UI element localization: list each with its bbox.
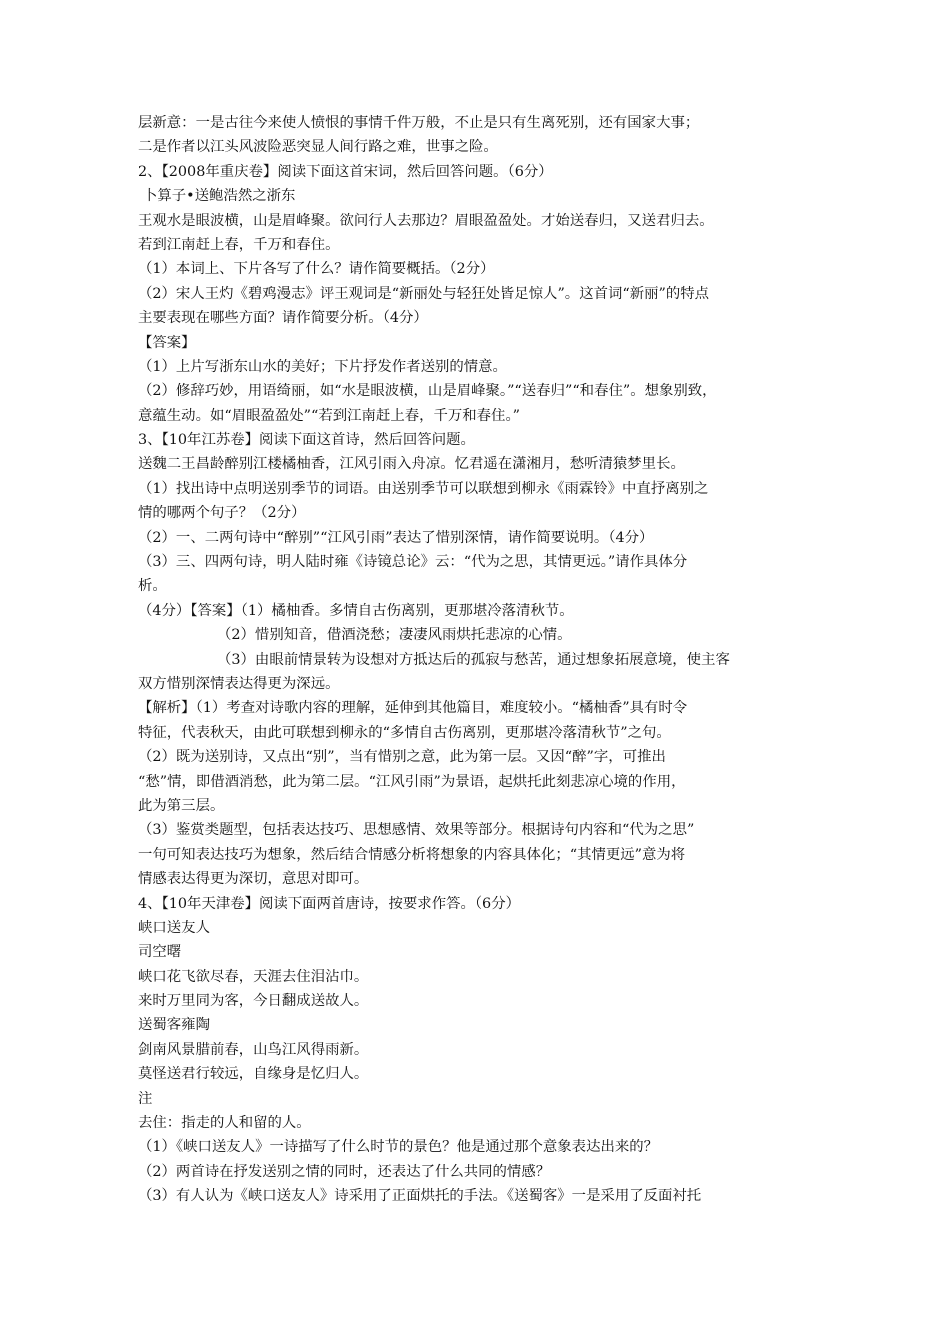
text-line: 析。	[138, 578, 167, 595]
text-line: （4分）【答案】（1）橘柚香。多情自古伤离别，更那堪冷落清秋节。	[138, 602, 574, 619]
text-line: 3、【10年江苏卷】阅读下面这首诗，然后回答问题。	[138, 432, 475, 449]
text-line: 来时万里同为客，今日翻成送故人。	[138, 993, 369, 1010]
text-line: （2）一、二两句诗中“醉别”“江风引雨”表达了惜别深情，请作简要说明。（4分）	[138, 529, 654, 546]
text-line: 莫怪送君行较远，自缘身是忆归人。	[138, 1066, 369, 1083]
text-line: 峡口花飞欲尽春，天涯去住泪沾巾。	[138, 968, 369, 985]
text-line: 送蜀客雍陶	[138, 1017, 210, 1034]
text-line: （1）找出诗中点明送别季节的词语。由送别季节可以联想到柳永《雨霖铃》中直抒离别之	[138, 480, 709, 497]
text-line: 送魏二王昌龄醉别江楼橘柚香，江风引雨入舟凉。忆君遥在潇湘月，愁听清猿梦里长。	[138, 456, 685, 473]
text-line: 剑南风景腊前春，山鸟江风得雨新。	[138, 1041, 369, 1058]
text-line: 特征，代表秋天，由此可联想到柳永的“多情自古伤离别，更那堪冷落清秋节”之句。	[138, 724, 671, 741]
text-line: （2）既为送别诗，又点出“别”，当有惜别之意，此为第一层。又因“醉”字，可推出	[138, 749, 666, 766]
text-line: 卜算子•送鲍浩然之浙东	[143, 188, 296, 205]
text-line: 情感表达得更为深切，意思对即可。	[138, 871, 369, 888]
text-line: 去住：指走的人和留的人。	[138, 1115, 311, 1132]
text-line: （1）《峡口送友人》一诗描写了什么时节的景色？他是通过那个意象表达出来的？	[138, 1139, 659, 1156]
text-line: 双方惜别深情表达得更为深远。	[138, 675, 340, 692]
text-line: 峡口送友人	[138, 919, 210, 936]
text-line: 若到江南赶上春，千万和春住。	[138, 236, 340, 253]
text-line: 主要表现在哪些方面？请作简要分析。（4分）	[138, 310, 428, 327]
text-line: 情的哪两个句子？（2分）	[138, 505, 306, 522]
text-line: 层新意：一是古往今来使人愤恨的事情千件万般，不止是只有生离死别，还有国家大事；	[138, 115, 700, 131]
text-line: 司空曙	[138, 944, 182, 961]
text-line: （1）上片写浙东山水的美好；下片抒发作者送别的情意。	[138, 358, 507, 375]
text-line: 【解析】（1）考查对诗歌内容的理解，延伸到其他篇目，难度较小。“橘柚香”具有时令	[138, 700, 688, 717]
text-line: 二是作者以江头风波险恶突显人间行路之难，世事之险。	[138, 139, 498, 156]
text-line: （3）有人认为《峡口送友人》诗采用了正面烘托的手法。《送蜀客》一是采用了反面衬托	[138, 1188, 702, 1205]
text-line: （3）三、四两句诗，明人陆时雍《诗镜总论》云：“代为之思，其情更远。”请作具体分	[138, 554, 688, 571]
text-line: 意蕴生动。如“眉眼盈盈处”“若到江南赶上春，千万和春住。”	[138, 407, 520, 424]
text-line: （2）修辞巧妙，用语绮丽，如“水是眼波横，山是眉峰聚。”“送春归”“和春住”。想象别致，	[138, 383, 717, 400]
text-line: （2）惜别知音，借酒浇愁；凄凄风雨烘托悲凉的心情。	[217, 627, 572, 644]
text-line: 注	[138, 1090, 153, 1107]
document-page	[138, 111, 822, 1209]
text-line: （1）本词上、下片各写了什么？请作简要概括。（2分）	[138, 261, 495, 278]
text-line: 一句可知表达技巧为想象，然后结合情感分析将想象的内容具体化；“其情更远”意为将	[138, 846, 686, 863]
text-line: 4、【10年天津卷】阅读下面两首唐诗，按要求作答。（6分）	[138, 895, 520, 912]
text-line: （3）鉴赏类题型，包括表达技巧、思想感情、效果等部分。根据诗句内容和“代为之思”	[138, 822, 695, 839]
text-line: 【答案】	[138, 334, 196, 351]
text-line: （2）两首诗在抒发送别之情的同时，还表达了什么共同的情感？	[138, 1163, 551, 1180]
text-line: （3）由眼前情景转为设想对方抵达后的孤寂与愁苦，通过想象拓展意境，使主客	[217, 651, 730, 668]
text-line: “愁”情，即借酒消愁，此为第二层。“江风引雨”为景语，起烘托此刻悲凉心境的作用，	[138, 773, 686, 790]
text-line: 2、【2008年重庆卷】阅读下面这首宋词，然后回答问题。（6分）	[138, 163, 553, 180]
text-line: 此为第三层。	[138, 797, 225, 814]
text-line: 王观水是眼波横，山是眉峰聚。欲问行人去那边？眉眼盈盈处。才始送春归，又送君归去。	[138, 212, 714, 229]
text-line: （2）宋人王灼《碧鸡漫志》评王观词是“新丽处与轻狂处皆足惊人”。这首词“新丽”的特点	[138, 285, 710, 302]
